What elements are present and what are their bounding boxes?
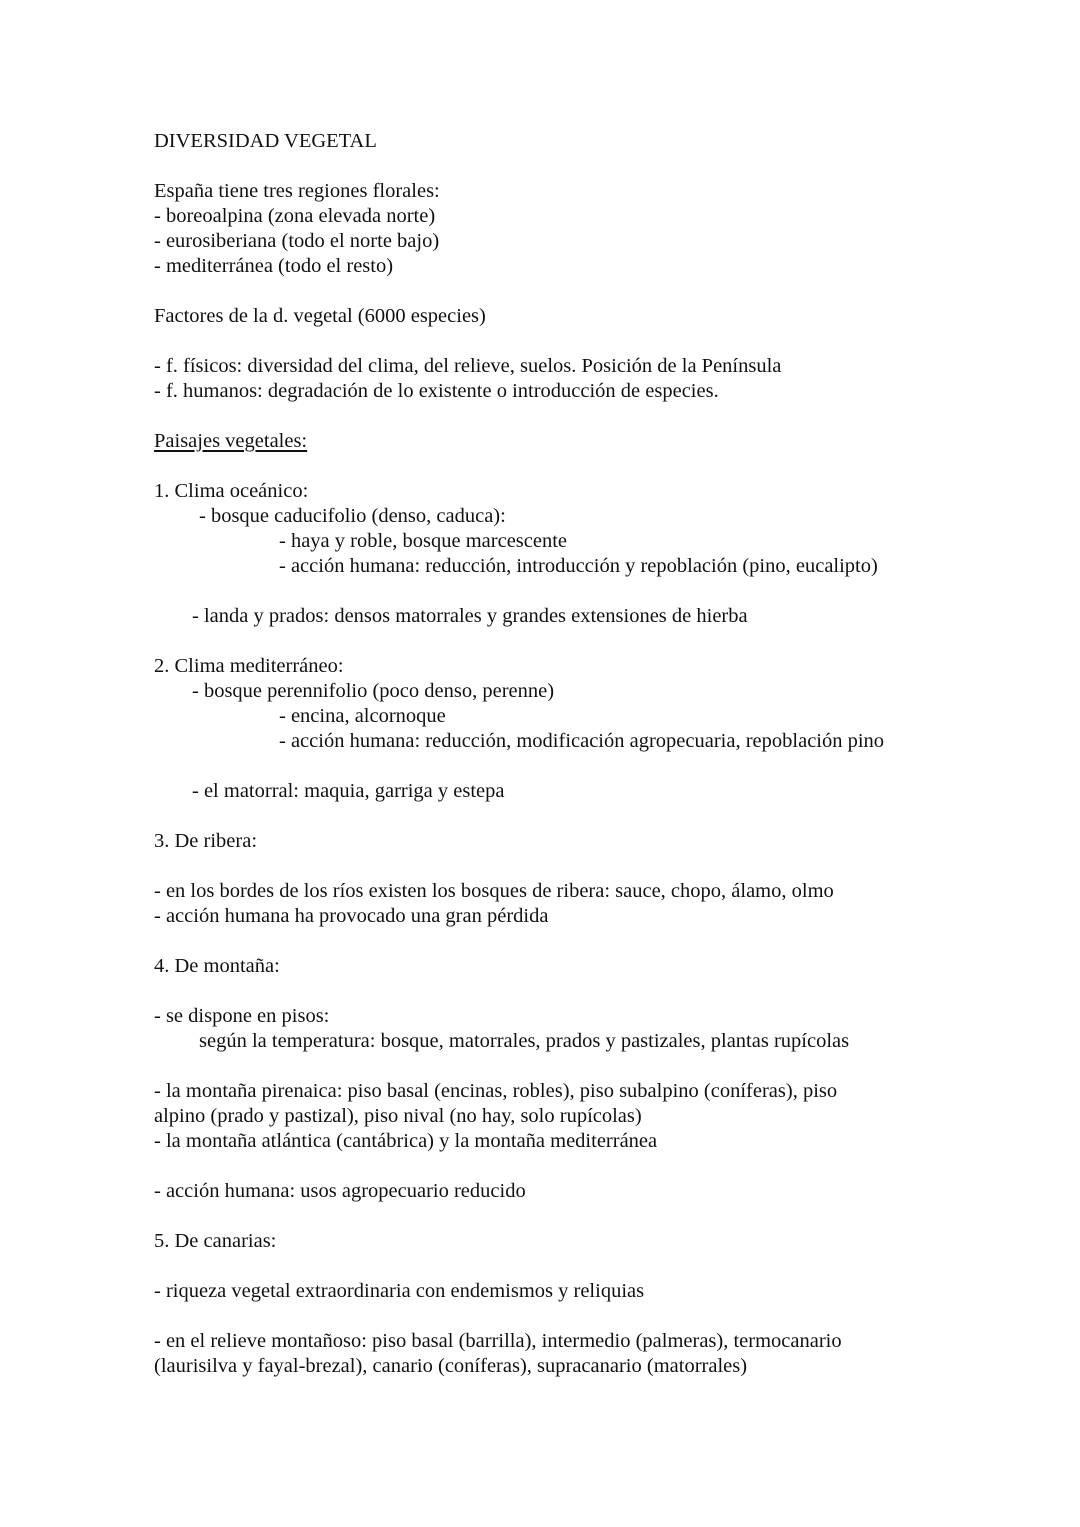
section-title-canarias: 5. De canarias:	[154, 1230, 277, 1252]
document-title: DIVERSIDAD VEGETAL	[154, 130, 377, 152]
list-item: - en los bordes de los ríos existen los bosques de ribera: sauce, chopo, álamo, olmo	[154, 880, 834, 902]
mountain-floors-detail: según la temperatura: bosque, matorrales, prados y pastizales, plantas rupícolas	[199, 1030, 850, 1052]
canarias-relief: - en el relieve montañoso: piso basal (barrilla), intermedio (palmeras), termocanario	[154, 1330, 842, 1352]
mountain-atlantic: - la montaña atlántica (cantábrica) y la montaña mediterránea	[154, 1130, 658, 1152]
list-item: - encina, alcornoque	[279, 705, 446, 727]
list-item: - f. físicos: diversidad del clima, del relieve, suelos. Posición de la Península	[154, 355, 782, 377]
list-item: - eurosiberiana (todo el norte bajo)	[154, 230, 440, 252]
section-title-mediterranean: 2. Clima mediterráneo:	[154, 655, 344, 677]
mediterranean-forest: - bosque perennifolio (poco denso, perenne)	[192, 680, 555, 702]
list-item: - acción humana: reducción, modificación agropecuaria, repoblación pino	[279, 730, 885, 752]
intro-heading: España tiene tres regiones florales:	[154, 180, 440, 202]
oceanic-landa: - landa y prados: densos matorrales y grandes extensiones de hierba	[192, 605, 748, 627]
list-item: - mediterránea (todo el resto)	[154, 255, 394, 277]
list-item: - haya y roble, bosque marcescente	[279, 530, 568, 552]
oceanic-forest: - bosque caducifolio (denso, caduca):	[199, 505, 506, 527]
mountain-human: - acción humana: usos agropecuario reducido	[154, 1180, 526, 1202]
canarias-richness: - riqueza vegetal extraordinaria con endemismos y reliquias	[154, 1280, 645, 1302]
list-item: - boreoalpina (zona elevada norte)	[154, 205, 436, 227]
canarias-relief-cont: (laurisilva y fayal-brezal), canario (coníferas), supracanario (matorrales)	[154, 1355, 748, 1377]
list-item: - acción humana: reducción, introducción y repoblación (pino, eucalipto)	[279, 555, 878, 577]
list-item: - f. humanos: degradación de lo existente o introducción de especies.	[154, 380, 719, 402]
section-title-riparian: 3. De ribera:	[154, 830, 258, 852]
mediterranean-scrub: - el matorral: maquia, garriga y estepa	[192, 780, 505, 802]
factors-heading: Factores de la d. vegetal (6000 especies)	[154, 305, 486, 327]
list-item: - acción humana ha provocado una gran pérdida	[154, 905, 549, 927]
landscapes-heading: Paisajes vegetales:	[154, 430, 308, 452]
mountain-floors: - se dispone en pisos:	[154, 1005, 330, 1027]
mountain-pyrenean-cont: alpino (prado y pastizal), piso nival (no hay, solo rupícolas)	[154, 1105, 642, 1127]
section-title-mountain: 4. De montaña:	[154, 955, 280, 977]
mountain-pyrenean: - la montaña pirenaica: piso basal (encinas, robles), piso subalpino (coníferas), piso	[154, 1080, 838, 1102]
section-title-oceanic: 1. Clima oceánico:	[154, 480, 309, 502]
